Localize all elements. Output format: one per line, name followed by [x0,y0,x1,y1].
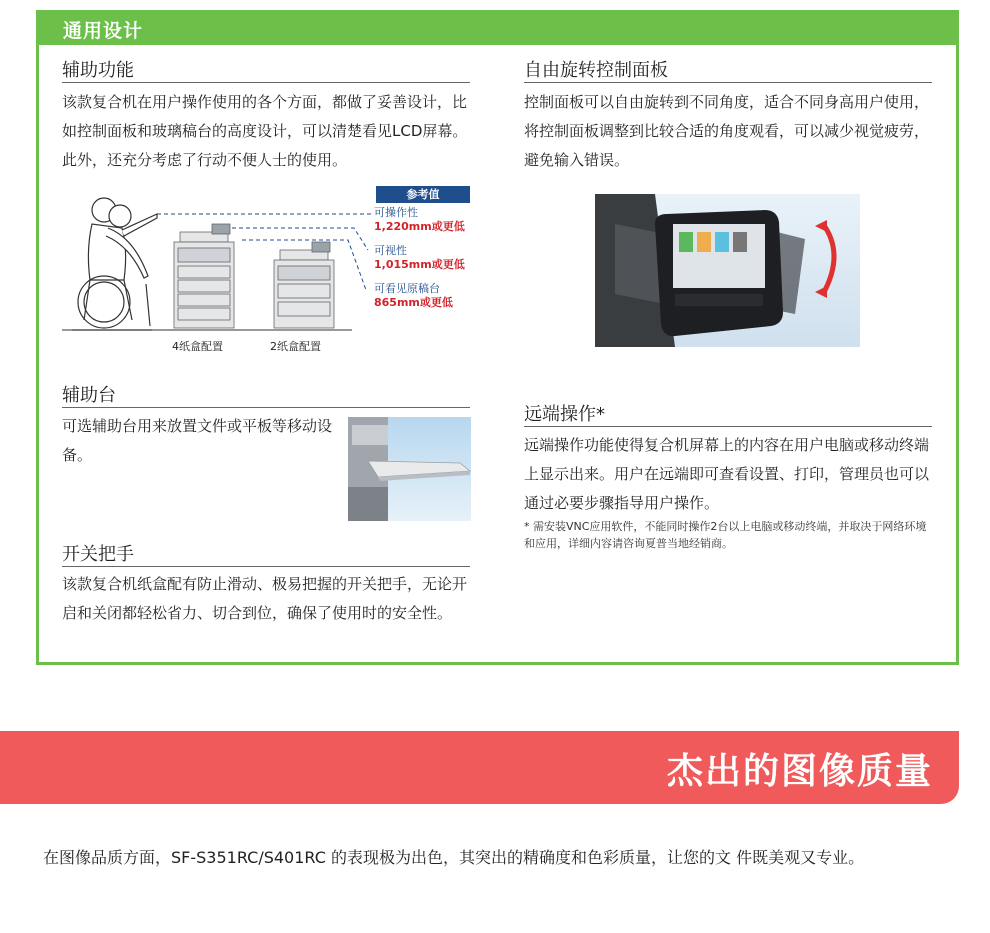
assist-table-photo [348,417,471,521]
ref-visibility [374,244,465,272]
rotate-title: 自由旋转控制面板 [524,60,668,81]
rotate-rule [524,82,932,83]
handle-body: 该款复合机纸盒配有防止滑动、极易把握的开关把手，无论开启和关闭都轻松省力、切合到位，确保了使用时的安全性。 [62,575,468,622]
reference-badge: 参考值 [376,186,470,203]
handle-rule [62,566,470,567]
table-title: 辅助台 [62,385,116,406]
ref-visibility-label: 可视性 [374,244,407,257]
caption-4-tray: 4纸盒配置 [172,340,223,353]
ref-operability-value: 1,220mm或更低 [374,220,465,233]
height-illustration [62,180,472,355]
panel-title: 通用设计 [63,20,144,42]
remote-rule [524,426,932,427]
ref-operability-label: 可操作性 [374,206,418,219]
ref-platen-value: 865mm或更低 [374,296,453,309]
ref-platen [374,282,453,310]
remote-title: 远端操作* [524,404,605,425]
handle-title: 开关把手 [62,544,134,565]
caption-2-tray: 2纸盒配置 [270,340,321,353]
table-body: 可选辅助台用来放置文件或平板等移动设备。 [62,417,333,464]
image-quality-banner [0,731,959,804]
ref-platen-label: 可看见原稿台 [374,282,440,295]
control-panel-photo [595,194,860,347]
panel-header [39,13,956,45]
aux-rule [62,82,470,83]
rotate-body: 控制面板可以自由旋转到不同角度，适合不同身高用户使用，将控制面板调整到比较合适的角度观看，可以减少视觉疲劳，避免输入错误。 [524,93,930,169]
remote-body: 远端操作功能使得复合机屏幕上的内容在用户电脑或移动终端上显示出来。用户在远端即可查看设置、打印，管理员也可以通过必要步骤指导用户操作。 [524,436,930,512]
aux-title: 辅助功能 [62,60,134,81]
aux-body: 该款复合机在用户操作使用的各个方面，都做了妥善设计，比如控制面板和玻璃稿台的高度设计，可以清楚看见LCD屏幕。此外，还充分考虑了行动不便人士的使用。 [62,93,468,169]
table-rule [62,407,470,408]
ref-operability [374,206,465,234]
remote-note: * 需安装VNC应用软件，不能同时操作2台以上电脑或移动终端，并取决于网络环境和应用，详细内容请咨询夏普当地经销商。 [524,520,927,550]
ref-visibility-value: 1,015mm或更低 [374,258,465,271]
image-quality-body: 在图像品质方面，SF-S351RC/S401RC 的表现极为出色，其突出的精确度和色彩质量，让您的文 件既美观又专业。 [43,848,865,867]
banner-title: 杰出的图像质量 [666,751,933,792]
